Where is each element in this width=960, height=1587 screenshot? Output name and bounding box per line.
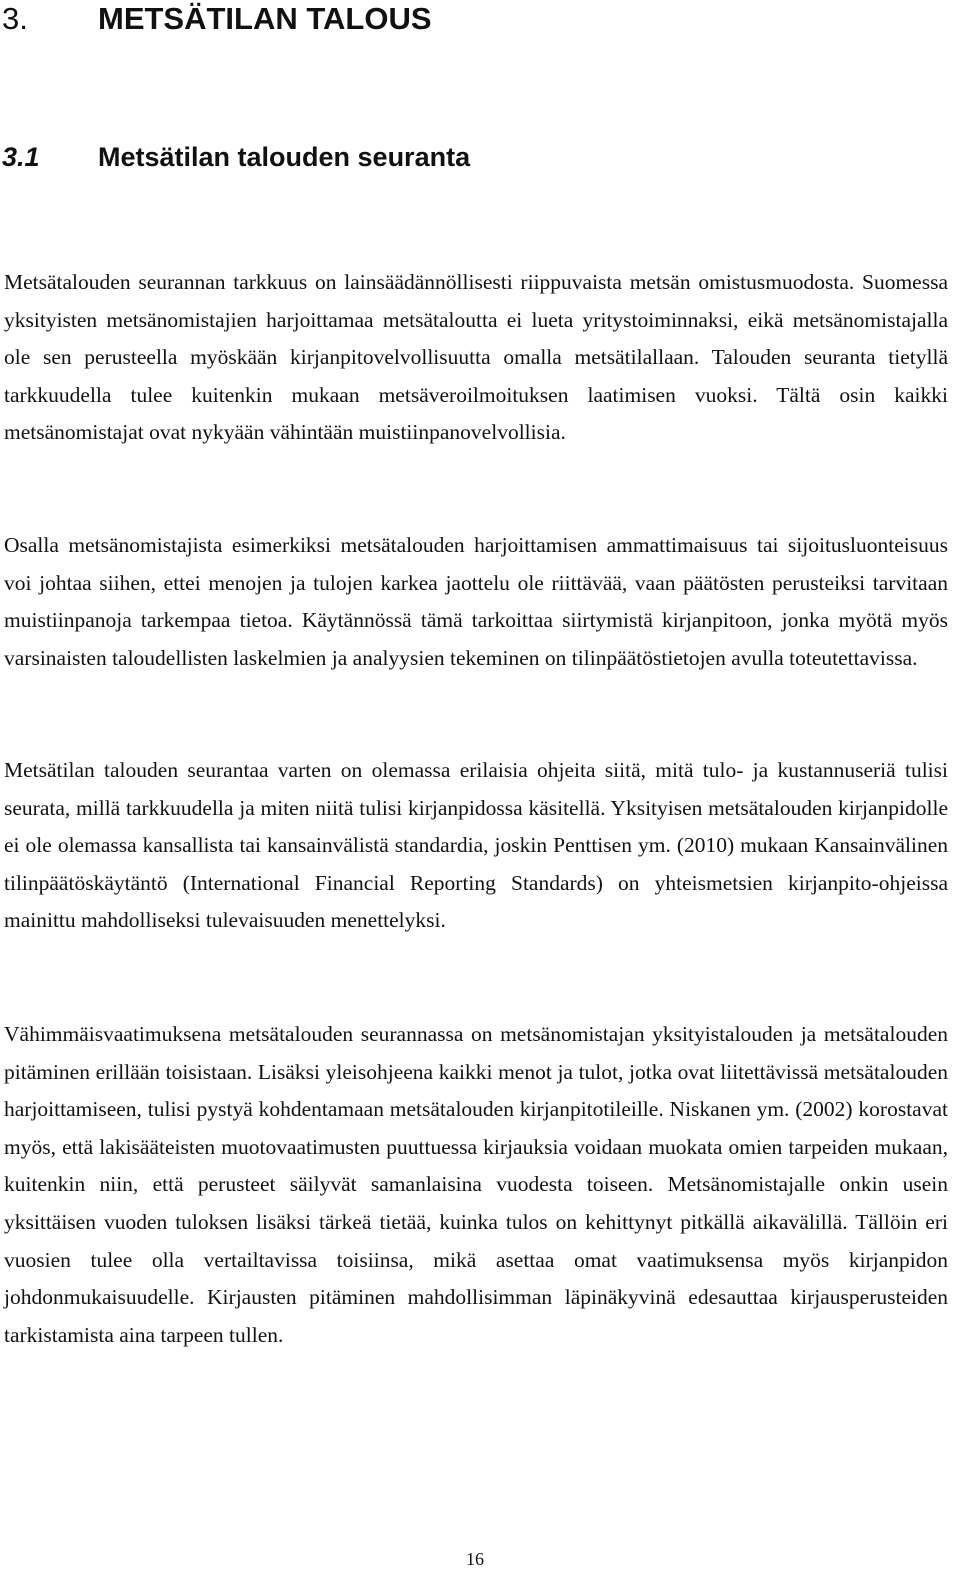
chapter-title: METSÄTILAN TALOUS	[98, 1, 432, 36]
body-paragraph: Osalla metsänomistajista esimerkiksi metsätalouden harjoittamisen ammattimaisuus tai sijoitusluonteisuus voi johtaa siihen, ettei menojen ja tulojen karkea jaottelu ole riittävää, vaan päätösten perusteiksi tarvitaan muistiinpanoja tarkempaa tietoa. Käytännössä tämä tarkoittaa siirtymistä kirjanpitoon, jonka myötä myös varsinaisten taloudellisten laskelmien ja analyysien tekeminen on tilinpäätöstietojen avulla toteutettavissa.	[4, 533, 948, 670]
body-paragraph: Metsätilan talouden seurantaa varten on olemassa erilaisia ohjeita siitä, mitä tulo- ja kustannuseriä tulisi seurata, millä tarkkuudella ja miten niitä tulisi kirjanpidossa käsitellä. Yksityisen metsätalouden kirjanpidolle ei ole olemassa kansallista tai kansainvälistä standardia, joskin Penttisen ym. (2010) mukaan Kansainvälinen tilinpäätöskäytäntö (International Financial Reporting Standards) on yhteismetsien kirjanpito-ohjeissa mainittu mahdolliseksi tulevaisuuden menettelyksi.	[4, 758, 948, 933]
chapter-heading	[2, 0, 432, 38]
section-title: Metsätilan talouden seuranta	[98, 142, 471, 172]
body-paragraph: Metsätalouden seurannan tarkkuus on lainsäädännöllisesti riippuvaista metsän omistusmuodosta. Suomessa yksityisten metsänomistajien harjoittamaa metsätaloutta ei lueta yritystoiminnaksi, eikä metsänomistajalla ole sen perusteella myöskään kirjanpitovelvollisuutta omalla metsätilallaan. Talouden seuranta tietyllä tarkkuudella tulee kuitenkin mukaan metsäveroilmoituksen laatimisen vuoksi. Tältä osin kaikki metsänomistajat ovat nykyään vähintään muistiinpanovelvollisia.	[4, 270, 948, 445]
section-heading	[2, 139, 470, 175]
chapter-number: 3.	[2, 1, 28, 36]
body-paragraph: Vähimmäisvaatimuksena metsätalouden seurannassa on metsänomistajan yksityistalouden ja metsätalouden pitäminen erillään toisistaan. Lisäksi yleisohjeena kaikki menot ja tulot, jotka ovat liitettävissä metsätalouden harjoittamiseen, tulisi pystyä kohdentamaan metsätalouden kirjanpitotileille. Niskanen ym. (2002) korostavat myös, että lakisääteisten muotovaatimusten puuttuessa kirjauksia voidaan muokata omien tarpeiden mukaan, kuitenkin niin, että perusteet säilyvät samanlaisina vuodesta toiseen. Metsänomistajalle onkin usein yksittäisen vuoden tuloksen lisäksi tärkeä tietää, kuinka tulos on kehittynyt pitkällä aikavälillä. Tällöin eri vuosien tulee olla vertailtavissa toisiinsa, mikä asettaa omat vaatimuksensa myös kirjanpidon johdonmukaisuudelle. Kirjausten pitäminen mahdollisimman läpinäkyvinä edesauttaa kirjausperusteiden tarkistamista aina tarpeen tullen.	[4, 1022, 948, 1347]
section-number: 3.1	[2, 142, 40, 172]
page-number: 16	[466, 1549, 484, 1569]
